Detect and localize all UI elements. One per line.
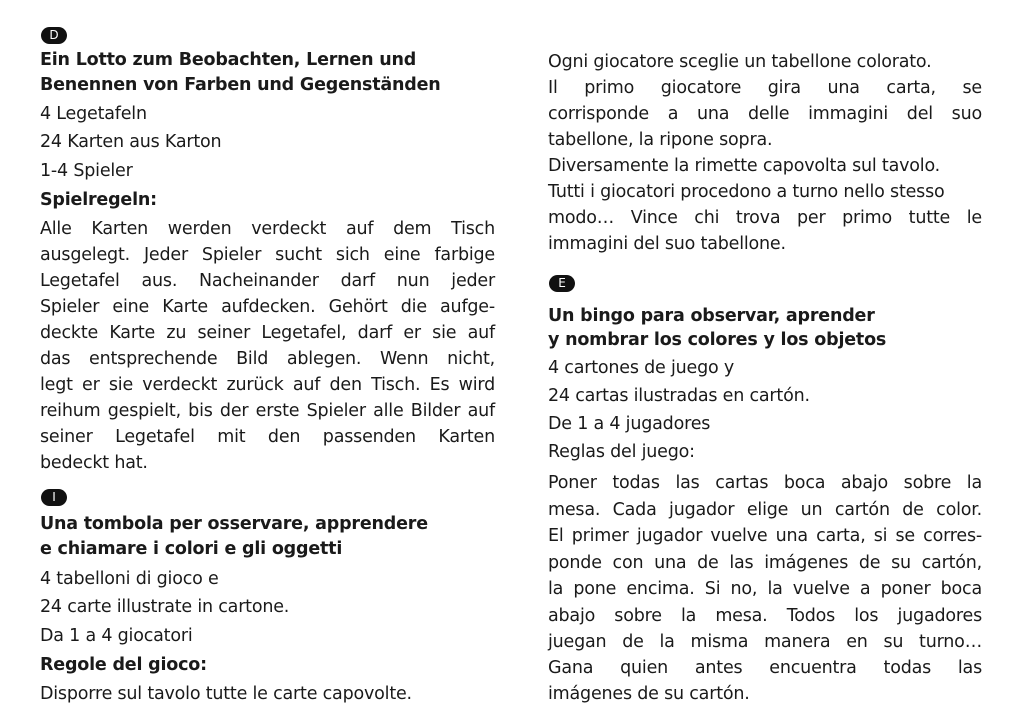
spanish-contents-item: De 1 a 4 jugadores	[548, 414, 711, 434]
italian-contents-item: 4 tabelloni di gioco e	[40, 569, 219, 589]
italian-rules-line: modo… Vince chi trova per primo tutte le	[548, 208, 982, 228]
italian-rules-line: corrisponde a una delle immagini del suo	[548, 104, 982, 124]
italian-rules-line: Tutti i giocatori procedono a turno nello stesso	[548, 182, 945, 202]
spanish-contents-item: 4 cartones de juego y	[548, 358, 735, 378]
german-contents-item: 4 Legetafeln	[40, 104, 147, 124]
italian-rules-line: tabellone, la ripone sopra.	[548, 130, 773, 150]
german-title-line-1: Ein Lotto zum Beobachten, Lernen und	[40, 50, 417, 70]
german-rules-line: Legetafel aus. Nacheinander darf nun jeder	[40, 271, 495, 291]
german-rules-line: Spieler eine Karte aufdecken. Gehört die aufge-	[40, 297, 495, 317]
spanish-rules-line: imágenes de su cartón.	[548, 684, 750, 704]
spanish-rules-line: El primer jugador vuelve una carta, si se corres-	[548, 526, 982, 546]
german-rules-line: das entsprechende Bild ablegen. Wenn nicht,	[40, 349, 495, 369]
italian-rules-line: Disporre sul tavolo tutte le carte capovolte.	[40, 684, 412, 704]
language-badge-german: D	[41, 27, 67, 44]
german-rules-line: reihum gespielt, bis der erste Spieler alle Bilder auf	[40, 401, 495, 421]
italian-rules-line: Il primo giocatore gira una carta, se	[548, 78, 982, 98]
language-badge-italian: I	[41, 489, 67, 506]
spanish-rules-line: juegan de la misma manera en su turno…	[548, 632, 982, 652]
italian-title-line-2: e chiamare i colori e gli oggetti	[40, 539, 343, 559]
italian-rules-line: Ogni giocatore sceglie un tabellone colorato.	[548, 52, 932, 72]
spanish-rules-line: Gana quien antes encuentra todas las	[548, 658, 982, 678]
spanish-title-line-2: y nombrar los colores y los objetos	[548, 330, 887, 350]
german-rules-heading: Spielregeln:	[40, 190, 157, 210]
italian-contents-item: Da 1 a 4 giocatori	[40, 626, 193, 646]
german-rules-line: deckte Karte zu seiner Legetafel, darf er sie auf	[40, 323, 495, 343]
spanish-title-line-1: Un bingo para observar, aprender	[548, 306, 875, 326]
german-rules-line: ausgelegt. Jeder Spieler sucht sich eine farbige	[40, 245, 495, 265]
spanish-rules-line: mesa. Cada jugador elige un cartón de color.	[548, 500, 982, 520]
spanish-rules-line: Poner todas las cartas boca abajo sobre la	[548, 473, 982, 493]
german-rules-line: seiner Legetafel mit den passenden Karten	[40, 427, 495, 447]
german-contents-item: 1-4 Spieler	[40, 161, 133, 181]
italian-rules-line: immagini del suo tabellone.	[548, 234, 786, 254]
german-rules-line: Alle Karten werden verdeckt auf dem Tisch	[40, 219, 495, 239]
italian-rules-line: Diversamente la rimette capovolta sul tavolo.	[548, 156, 941, 176]
italian-rules-heading: Regole del gioco:	[40, 655, 207, 675]
italian-title-line-1: Una tombola per osservare, apprendere	[40, 514, 428, 534]
italian-contents-item: 24 carte illustrate in cartone.	[40, 597, 290, 617]
spanish-rules-line: ponde con una de las imágenes de su cartón,	[548, 553, 982, 573]
german-rules-line: bedeckt hat.	[40, 453, 148, 473]
spanish-rules-heading: Reglas del juego:	[548, 442, 695, 462]
german-rules-line: legt er sie verdeckt zurück auf den Tisch. Es wird	[40, 375, 495, 395]
spanish-rules-line: la pone encima. Si no, la vuelve a poner boca	[548, 579, 982, 599]
german-title-line-2: Benennen von Farben und Gegenständen	[40, 75, 441, 95]
german-contents-item: 24 Karten aus Karton	[40, 132, 222, 152]
language-badge-spanish: E	[549, 275, 575, 292]
spanish-contents-item: 24 cartas ilustradas en cartón.	[548, 386, 810, 406]
spanish-rules-line: abajo sobre la mesa. Todos los jugadores	[548, 606, 982, 626]
